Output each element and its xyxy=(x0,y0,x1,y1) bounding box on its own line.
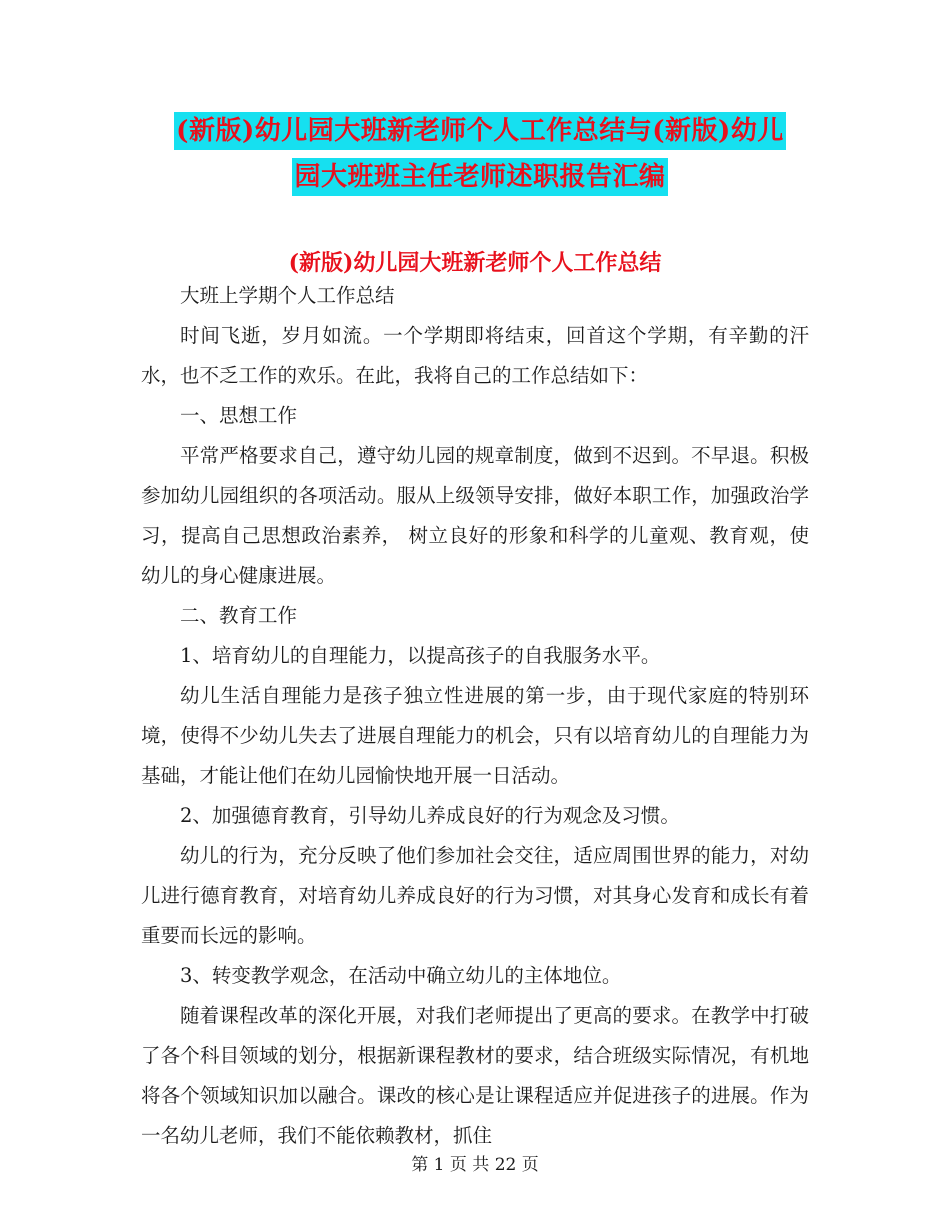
paragraph-2: 时间飞逝，岁月如流。一个学期即将结束，回首这个学期，有辛勤的汗水，也不乏工作的欢乐。在此，我将自己的工作总结如下： xyxy=(141,324,809,387)
paragraph-4: 平常严格要求自己，遵守幼儿园的规章制度，做到不迟到。不早退。积极参加幼儿园组织的各项活动。服从上级领导安排，做好本职工作，加强政治学习，提高自己思想政治素养， 树立良好的形象和科学的儿童观、教育观，使幼儿的身心健康进展。 xyxy=(141,444,809,587)
document-body xyxy=(141,276,809,1156)
section-heading: (新版)幼儿园大班新老师个人工作总结 xyxy=(288,250,662,276)
title-line-1: (新版)幼儿园大班新老师个人工作总结与(新版)幼儿 xyxy=(174,112,786,150)
document-title xyxy=(150,108,810,200)
paragraph-1: 大班上学期个人工作总结 xyxy=(180,284,395,307)
paragraph-7: 幼儿生活自理能力是孩子独立性进展的第一步，由于现代家庭的特别环境，使得不少幼儿失去了进展自理能力的机会，只有以培育幼儿的自理能力为基础，才能让他们在幼儿园愉快地开展一日活动。 xyxy=(141,684,809,787)
paragraph-6: 1、培育幼儿的自理能力，以提高孩子的自我服务水平。 xyxy=(180,644,661,667)
page-number-footer: 第 1 页 共 22 页 xyxy=(411,1155,539,1175)
paragraph-3: 一、思想工作 xyxy=(180,404,298,427)
paragraph-5: 二、教育工作 xyxy=(180,604,298,627)
paragraph-11: 随着课程改革的深化开展，对我们老师提出了更高的要求。在教学中打破了各个科目领域的划分，根据新课程教材的要求，结合班级实际情况，有机地将各个领域知识加以融合。课改的核心是让课程适应并促进孩子的进展。作为一名幼儿老师，我们不能依赖教材，抓住 xyxy=(141,1004,809,1147)
paragraph-9: 幼儿的行为，充分反映了他们参加社会交往，适应周围世界的能力，对幼儿进行德育教育，对培育幼儿养成良好的行为习惯，对其身心发育和成长有着重要而长远的影响。 xyxy=(141,844,809,947)
paragraph-10: 3、转变教学观念，在活动中确立幼儿的主体地位。 xyxy=(180,964,622,987)
paragraph-8: 2、加强德育教育，引导幼儿养成良好的行为观念及习惯。 xyxy=(180,804,680,827)
title-line-2: 园大班班主任老师述职报告汇编 xyxy=(292,158,667,196)
